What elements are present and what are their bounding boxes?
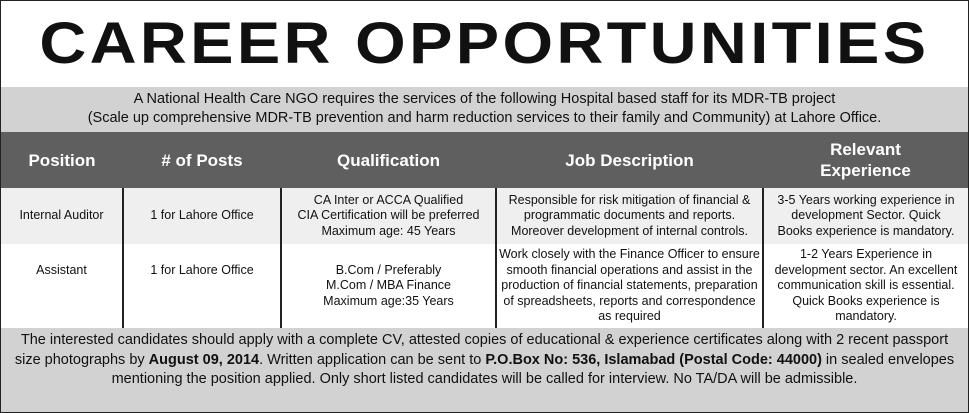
job-description-line: smooth financial operations and assist in the xyxy=(506,262,753,277)
experience-line: 1-2 Years Experience in xyxy=(799,247,933,262)
footer-text: . Written application can be sent to xyxy=(259,351,486,368)
table-row xyxy=(1,244,122,298)
deadline-date: August 09, 2014 xyxy=(148,351,260,368)
footer-text: size photographs by xyxy=(14,351,149,368)
job-description-line: Moreover development of internal controls. xyxy=(511,223,748,238)
job-description-line: of spreadsheets, reports and correspondence xyxy=(503,293,756,308)
experience-line: mandatory. xyxy=(835,309,897,324)
table-header xyxy=(1,132,968,188)
row2-qualification xyxy=(282,244,495,328)
intro-line-1: A National Health Care NGO requires the services of the following Hospital based staff for its MDR-TB project xyxy=(133,91,836,107)
ad-title: CAREER OPPORTUNITIES xyxy=(39,11,930,76)
qualification-line: Maximum age:35 Years xyxy=(323,293,454,308)
qualification-line: CIA Certification will be preferred xyxy=(297,208,480,223)
postal-address: P.O.Box No: 536, Islamabad (Postal Code: 44000) xyxy=(485,351,822,368)
ad-title-bar xyxy=(1,1,968,87)
table-row xyxy=(124,244,280,298)
row2-job-description xyxy=(497,244,762,328)
footer-line-3: mentioning the position applied. Only short listed candidates will be called for interview. No TA/DA will be admissible. xyxy=(111,371,858,387)
qualification-line: CA Inter or ACCA Qualified xyxy=(313,192,464,207)
experience-line: Books experience is mandatory. xyxy=(777,223,955,238)
table-row xyxy=(1,188,122,244)
job-description-line: as required xyxy=(598,309,661,324)
row2-position: Assistant xyxy=(36,263,87,278)
experience-line: 3-5 Years working experience in xyxy=(777,192,955,207)
experience-line: communication skill is essential. xyxy=(777,278,955,293)
row1-position: Internal Auditor xyxy=(19,208,104,223)
job-description-line: programmatic documents and reports. xyxy=(523,208,736,223)
intro-line-2: (Scale up comprehensive MDR-TB prevention and harm reduction services to their family and Community) at Lahore Office. xyxy=(87,110,882,126)
header-position: Position xyxy=(28,150,96,170)
row1-job-description xyxy=(497,188,762,244)
qualification-line: M.Com / MBA Finance xyxy=(325,278,452,293)
qualification-line: Maximum age: 45 Years xyxy=(321,223,456,238)
job-description-line: Responsible for risk mitigation of financial & xyxy=(508,192,751,207)
header-qualification: Qualification xyxy=(337,150,440,170)
intro-section xyxy=(1,87,968,132)
row1-posts: 1 for Lahore Office xyxy=(150,208,254,223)
header-experience-line-2: Experience xyxy=(820,161,911,180)
row2-posts: 1 for Lahore Office xyxy=(150,263,254,278)
job-description-line: production of financial statements, preparation xyxy=(501,278,758,293)
header-job-description: Job Description xyxy=(565,150,694,170)
row1-qualification xyxy=(282,188,495,244)
application-instructions xyxy=(1,328,968,412)
job-description-line: Work closely with the Finance Officer to ensure xyxy=(499,247,760,262)
header-posts: # of Posts xyxy=(161,150,243,170)
row1-experience xyxy=(764,188,968,244)
qualification-line: B.Com / Preferably xyxy=(335,262,442,277)
header-experience xyxy=(763,132,968,188)
experience-line: development Sector. Quick xyxy=(791,208,941,223)
footer-line-1: The interested candidates should apply with a complete CV, attested copies of educational & experience certificates along with 2 recent passport xyxy=(20,332,949,348)
experience-line: Quick Books experience is xyxy=(792,293,940,308)
header-experience-line-1: Relevant xyxy=(830,140,901,159)
experience-line: development sector. An excellent xyxy=(774,262,958,277)
table-row xyxy=(124,188,280,244)
row2-experience xyxy=(764,244,968,328)
footer-text: in sealed envelopes xyxy=(821,351,955,368)
footer-line-2 xyxy=(1,351,968,371)
